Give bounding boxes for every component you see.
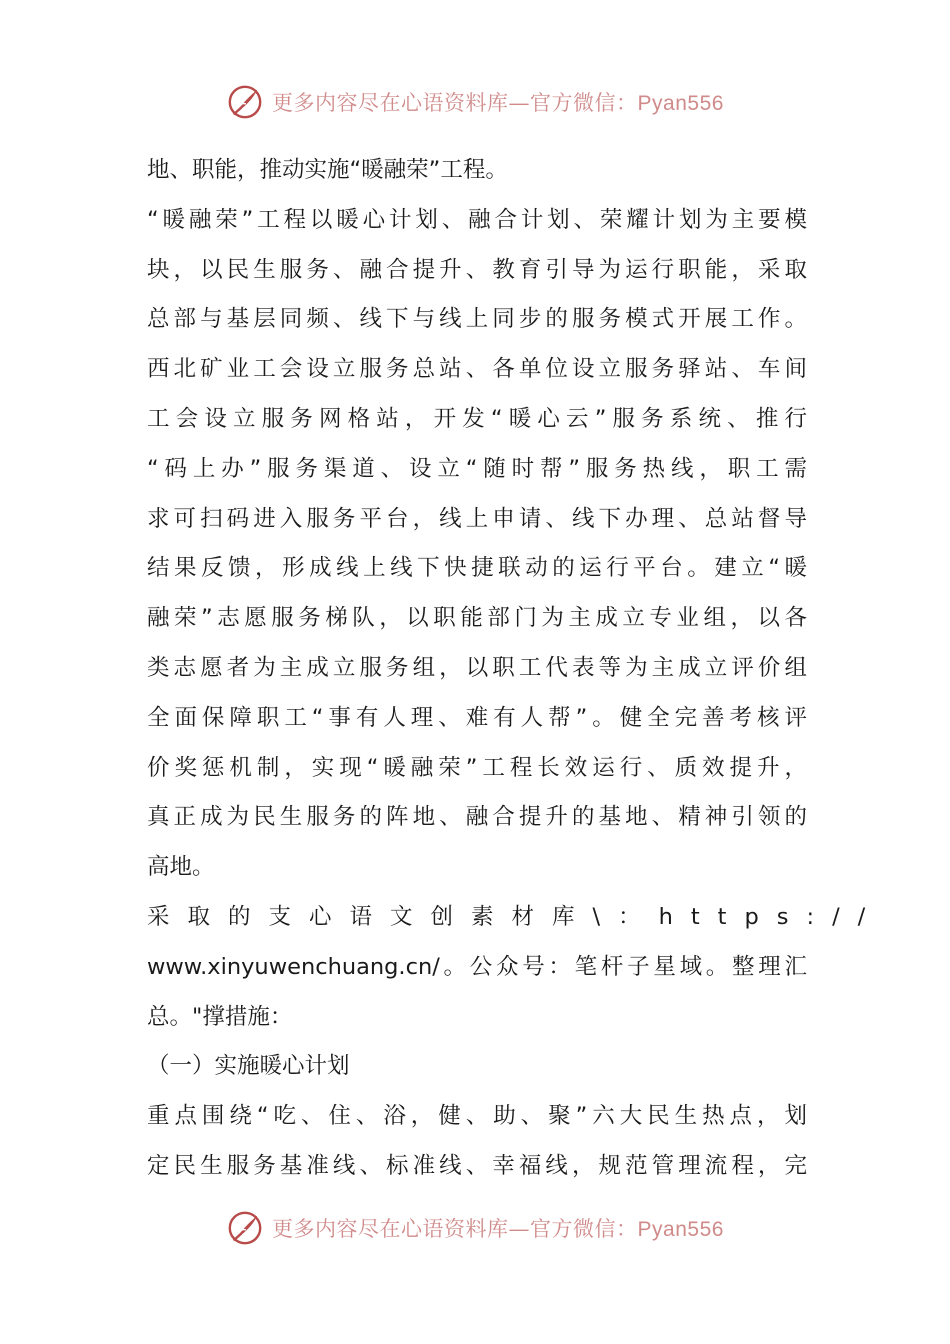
text-line: 全面保障职工“事有人理、难有人帮”。健全完善考核评 (147, 704, 807, 731)
section-heading: （一）实施暖心计划 (147, 1053, 350, 1080)
text-line: 价奖惩机制，实现“暖融荣”工程长效运行、质效提升， (147, 754, 807, 781)
text-line-url: www.xinyuwenchuang.cn/。公众号：笔杆子星域。整理汇 (147, 953, 807, 980)
quill-pen-logo-icon (226, 83, 264, 121)
text-line: 类志愿者为主成立服务组，以职工代表等为主成立评价组 (147, 654, 807, 681)
text-line: 结果反馈，形成线上线下快捷联动的运行平台。建立“暖 (147, 555, 807, 582)
text-line: 定民生服务基准线、标准线、幸福线，规范管理流程，完 (147, 1152, 807, 1179)
text-line: 总部与基层同频、线下与线上同步的服务模式开展工作。 (147, 306, 807, 333)
footer-watermark (0, 1206, 950, 1250)
text-line: 地、职能，推动实施“暖融荣”工程。 (147, 157, 508, 183)
text-line: 总。"撑措施： (147, 1003, 293, 1030)
text-line: 重点围绕“吃、住、浴，健、助、聚”六大民生热点，划 (147, 1103, 807, 1130)
text-line: “码上办”服务渠道、设立“随时帮”服务热线，职工需 (147, 455, 807, 482)
text-line: 块，以民生服务、融合提升、教育引导为运行职能，采取 (147, 256, 807, 283)
text-line: “暖融荣”工程以暖心计划、融合计划、荣耀计划为主要模 (147, 206, 807, 233)
text-line-link: 采取的支心语文创素材库\：https:// (147, 903, 884, 930)
text-line: 工会设立服务网格站，开发“暖心云”服务系统、推行 (147, 405, 807, 432)
quill-pen-logo-icon (226, 1209, 264, 1247)
text-line: 西北矿业工会设立服务总站、各单位设立服务驿站、车间 (147, 356, 807, 383)
watermark-text: 更多内容尽在心语资料库—官方微信：Pyan556 (272, 91, 724, 115)
text-line: 求可扫码进入服务平台，线上申请、线下办理、总站督导 (147, 505, 807, 532)
document-body (147, 146, 884, 1192)
text-line: 融荣”志愿服务梯队，以职能部门为主成立专业组，以各 (147, 605, 807, 632)
header-watermark (0, 80, 950, 124)
watermark-text: 更多内容尽在心语资料库—官方微信：Pyan556 (272, 1217, 724, 1241)
text-line: 真正成为民生服务的阵地、融合提升的基地、精神引领的 (147, 804, 807, 831)
text-line: 高地。 (147, 854, 215, 881)
